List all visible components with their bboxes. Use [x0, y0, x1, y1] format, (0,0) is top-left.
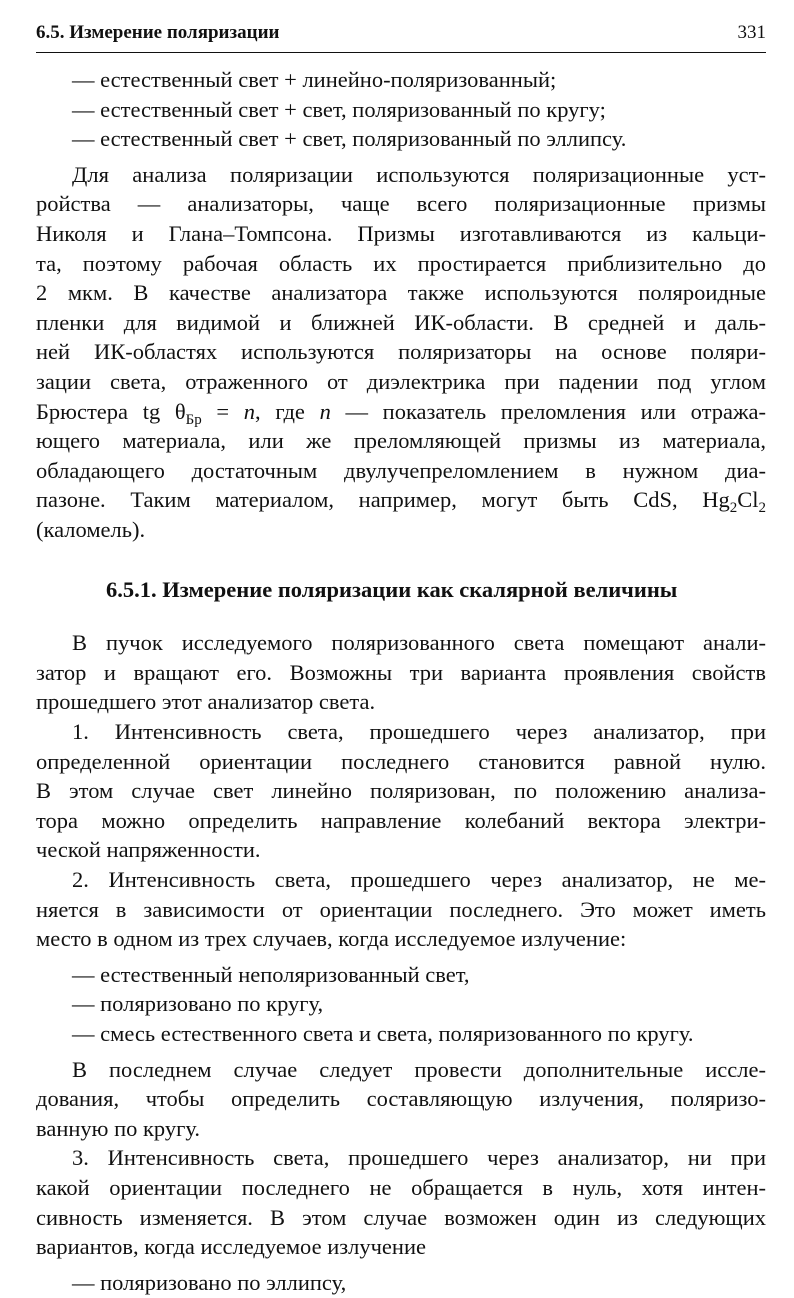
- paragraph-line: затор и вращают его. Возможны три варианта проявления свойств: [36, 659, 766, 685]
- text-run: =: [201, 398, 244, 424]
- list-item: — поляризовано по кругу,: [72, 991, 324, 1017]
- paragraph-line: пленки для видимой и ближней ИК-области. В средней и даль-: [36, 309, 766, 335]
- paragraph-line: та, поэтому рабочая область их простирается приблизительно до: [36, 250, 766, 276]
- math-variable: n: [243, 398, 256, 424]
- running-head: [36, 22, 766, 44]
- paragraph-line: ющего материала, или же преломляющей призмы из материала,: [36, 428, 766, 454]
- list-item: — естественный свет + свет, поляризованный по кругу;: [72, 96, 606, 122]
- paragraph-line: Николя и Глана–Томпсона. Призмы изготавливаются из кальци-: [36, 221, 766, 246]
- list-item: — естественный свет + линейно-поляризованный;: [72, 67, 557, 92]
- header-rule: [36, 52, 766, 53]
- paragraph-line: ней ИК-областях используются поляризаторы на основе поляри-: [36, 339, 766, 365]
- paragraph-line: (каломель).: [36, 517, 146, 542]
- text-run: — показатель преломления или отража-: [330, 398, 766, 424]
- paragraph-line: зации света, отраженного от диэлектрика при падении под углом: [36, 369, 766, 394]
- list-item: — естественный свет + свет, поляризованный по эллипсу.: [72, 126, 627, 152]
- text-run: Cl: [737, 487, 759, 513]
- paragraph-line: дования, чтобы определить составляющую излучения, поляризо-: [36, 1086, 766, 1112]
- paragraph-line: прошедшего этот анализатор света.: [36, 689, 376, 715]
- paragraph-line: 2 мкм. В качестве анализатора также используются поляроидные: [36, 280, 766, 306]
- paragraph-line-formula: [36, 396, 766, 427]
- paragraph-line: ройства — анализаторы, чаще всего поляризационные призмы: [36, 191, 766, 217]
- paragraph-line: место в одном из трех случаев, когда исследуемое излучение:: [36, 926, 627, 952]
- paragraph-line: определенной ориентации последнего становится равной нулю.: [36, 748, 766, 774]
- list-item: — естественный неполяризованный свет,: [72, 961, 470, 987]
- paragraph-line: В пучок исследуемого поляризованного света помещают анали-: [72, 630, 766, 656]
- text-run: пазоне. Таким материалом, например, могут быть CdS, Hg: [36, 487, 730, 513]
- paragraph-line: няется в зависимости от ориентации последнего. Это может иметь: [36, 896, 766, 922]
- paragraph-line: вариантов, когда исследуемое излучение: [36, 1234, 426, 1260]
- paragraph-line: В этом случае свет линейно поляризован, по положению анализа-: [36, 778, 766, 804]
- subscript: 2: [729, 500, 738, 517]
- paragraph-line-formula: [36, 484, 766, 515]
- paragraph-line: обладающего достаточным двулучепреломлением в нужном диа-: [36, 457, 766, 483]
- paragraph-line: сивность изменяется. В этом случае возможен один из следующих: [36, 1204, 766, 1230]
- subscript: Бр: [185, 411, 202, 428]
- text-run: , где: [255, 398, 320, 424]
- paragraph-line: какой ориентации последнего не обращается в нуль, хотя интен-: [36, 1175, 766, 1200]
- paragraph-line: ванную по кругу.: [36, 1115, 200, 1141]
- subscript: 2: [758, 500, 766, 517]
- paragraph-line: 1. Интенсивность света, прошедшего через анализатор, при: [72, 719, 766, 744]
- subsection-heading: 6.5.1. Измерение поляризации как скалярной величины: [106, 576, 678, 602]
- paragraph-line: ческой напряженности.: [36, 837, 261, 863]
- math-variable: n: [319, 398, 331, 424]
- paragraph-line: 2. Интенсивность света, прошедшего через анализатор, не ме-: [72, 867, 766, 892]
- list-item: — поляризовано по эллипсу,: [72, 1269, 347, 1295]
- paragraph-line: Для анализа поляризации используются поляризационные уст-: [72, 161, 766, 187]
- page-number: 331: [737, 22, 766, 43]
- text-run: Брюстера tg θ: [36, 398, 186, 424]
- running-head-section-title: 6.5. Измерение поляризации: [36, 22, 280, 43]
- paragraph-line: 3. Интенсивность света, прошедшего через анализатор, ни при: [72, 1145, 766, 1171]
- paragraph-line: В последнем случае следует провести дополнительные иссле-: [72, 1056, 766, 1082]
- paragraph-line: тора можно определить направление колебаний вектора электри-: [36, 807, 766, 833]
- list-item: — смесь естественного света и света, поляризованного по кругу.: [72, 1021, 694, 1046]
